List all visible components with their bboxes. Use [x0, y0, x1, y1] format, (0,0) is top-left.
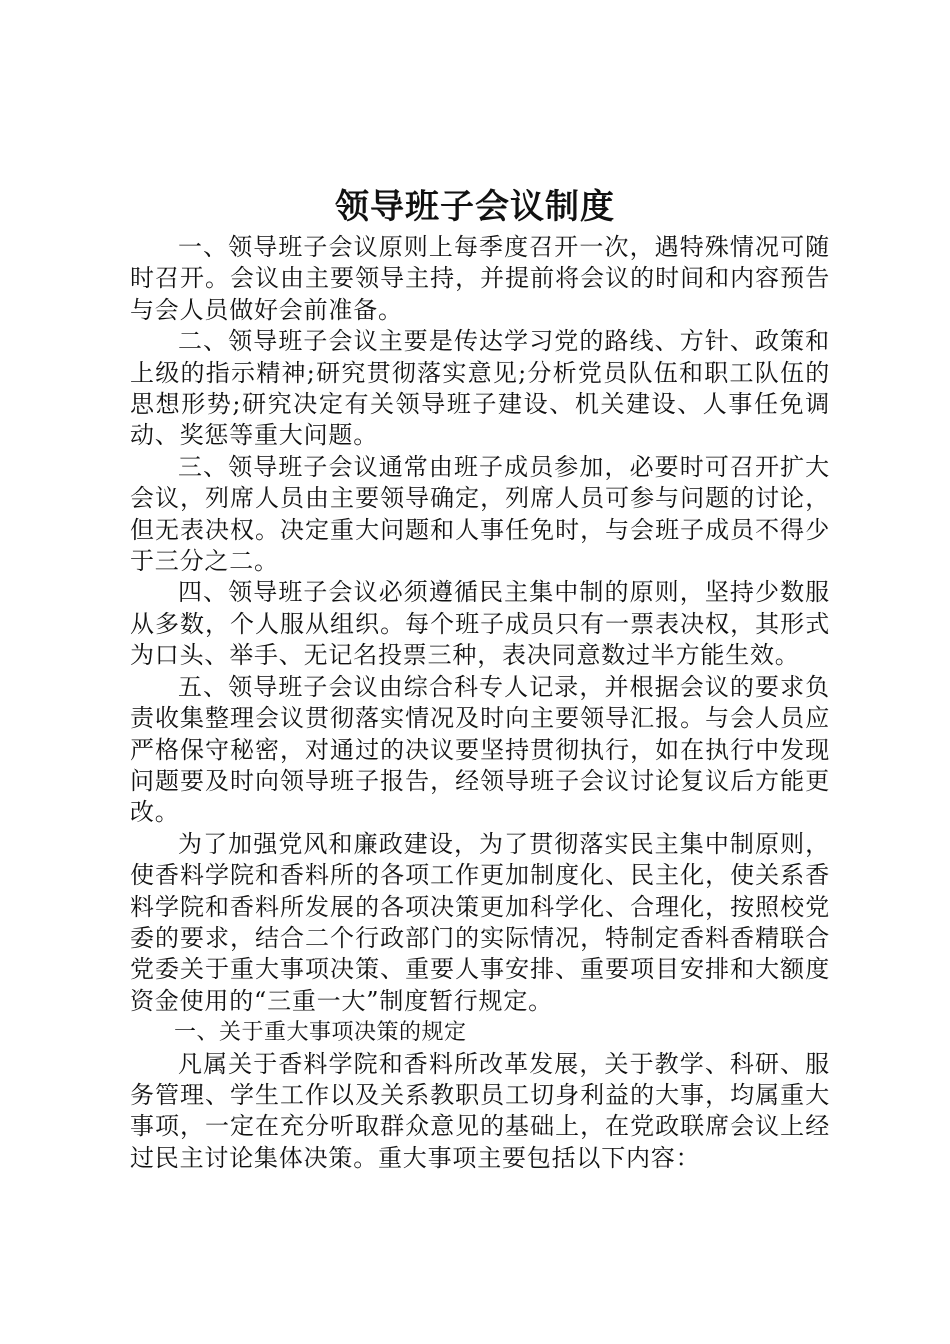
section-heading: 一、关于重大事项决策的规定	[174, 1020, 467, 1046]
paragraph-3: 三、领导班子会议通常由班子成员参加，必要时可召开扩大会议，列席人员由主要领导确定，列席人员可参与问题的讨论，但无表决权。决定重大问题和人事任免时，与会班子成员不得少于三分之二。	[130, 452, 830, 576]
paragraph-5: 五、领导班子会议由综合科专人记录，并根据会议的要求负责收集整理会议贯彻落实情况及时向主要领导汇报。与会人员应严格保守秘密，对通过的决议要坚持贯彻执行，如在执行中发现问题要及时向领导班子报告，经领导班子会议讨论复议后方能更改。	[130, 672, 830, 827]
paragraph-6: 为了加强党风和廉政建设，为了贯彻落实民主集中制原则，使香料学院和香料所的各项工作更加制度化、民主化，使关系香料学院和香料所发展的各项决策更加科学化、合理化，按照校党委的要求，结合二个行政部门的实际情况，特制定香料香精联合党委关于重大事项决策、重要人事安排、重要项目安排和大额度资金使用的“三重一大”制度暂行规定。	[130, 829, 830, 1015]
paragraph-7: 凡属关于香料学院和香料所改革发展，关于教学、科研、服务管理、学生工作以及关系教职员工切身利益的大事，均属重大事项，一定在充分听取群众意见的基础上，在党政联席会议上经过民主讨论集体决策。重大事项主要包括以下内容：	[130, 1049, 830, 1172]
document-body	[130, 232, 830, 1174]
paragraph-4: 四、领导班子会议必须遵循民主集中制的原则，坚持少数服从多数，个人服从组织。每个班子成员只有一票表决权，其形式为口头、举手、无记名投票三种，表决同意数过半方能生效。	[130, 578, 830, 670]
paragraph-1: 一、领导班子会议原则上每季度召开一次，遇特殊情况可随时召开。会议由主要领导主持，并提前将会议的时间和内容预告与会人员做好会前准备。	[130, 233, 830, 324]
document-title: 领导班子会议制度	[335, 187, 615, 227]
paragraph-2: 二、领导班子会议主要是传达学习党的路线、方针、政策和上级的指示精神;研究贯彻落实意见;分析党员队伍和职工队伍的思想形势;研究决定有关领导班子建设、机关建设、人事任免调动、奖惩等重大问题。	[130, 327, 830, 450]
